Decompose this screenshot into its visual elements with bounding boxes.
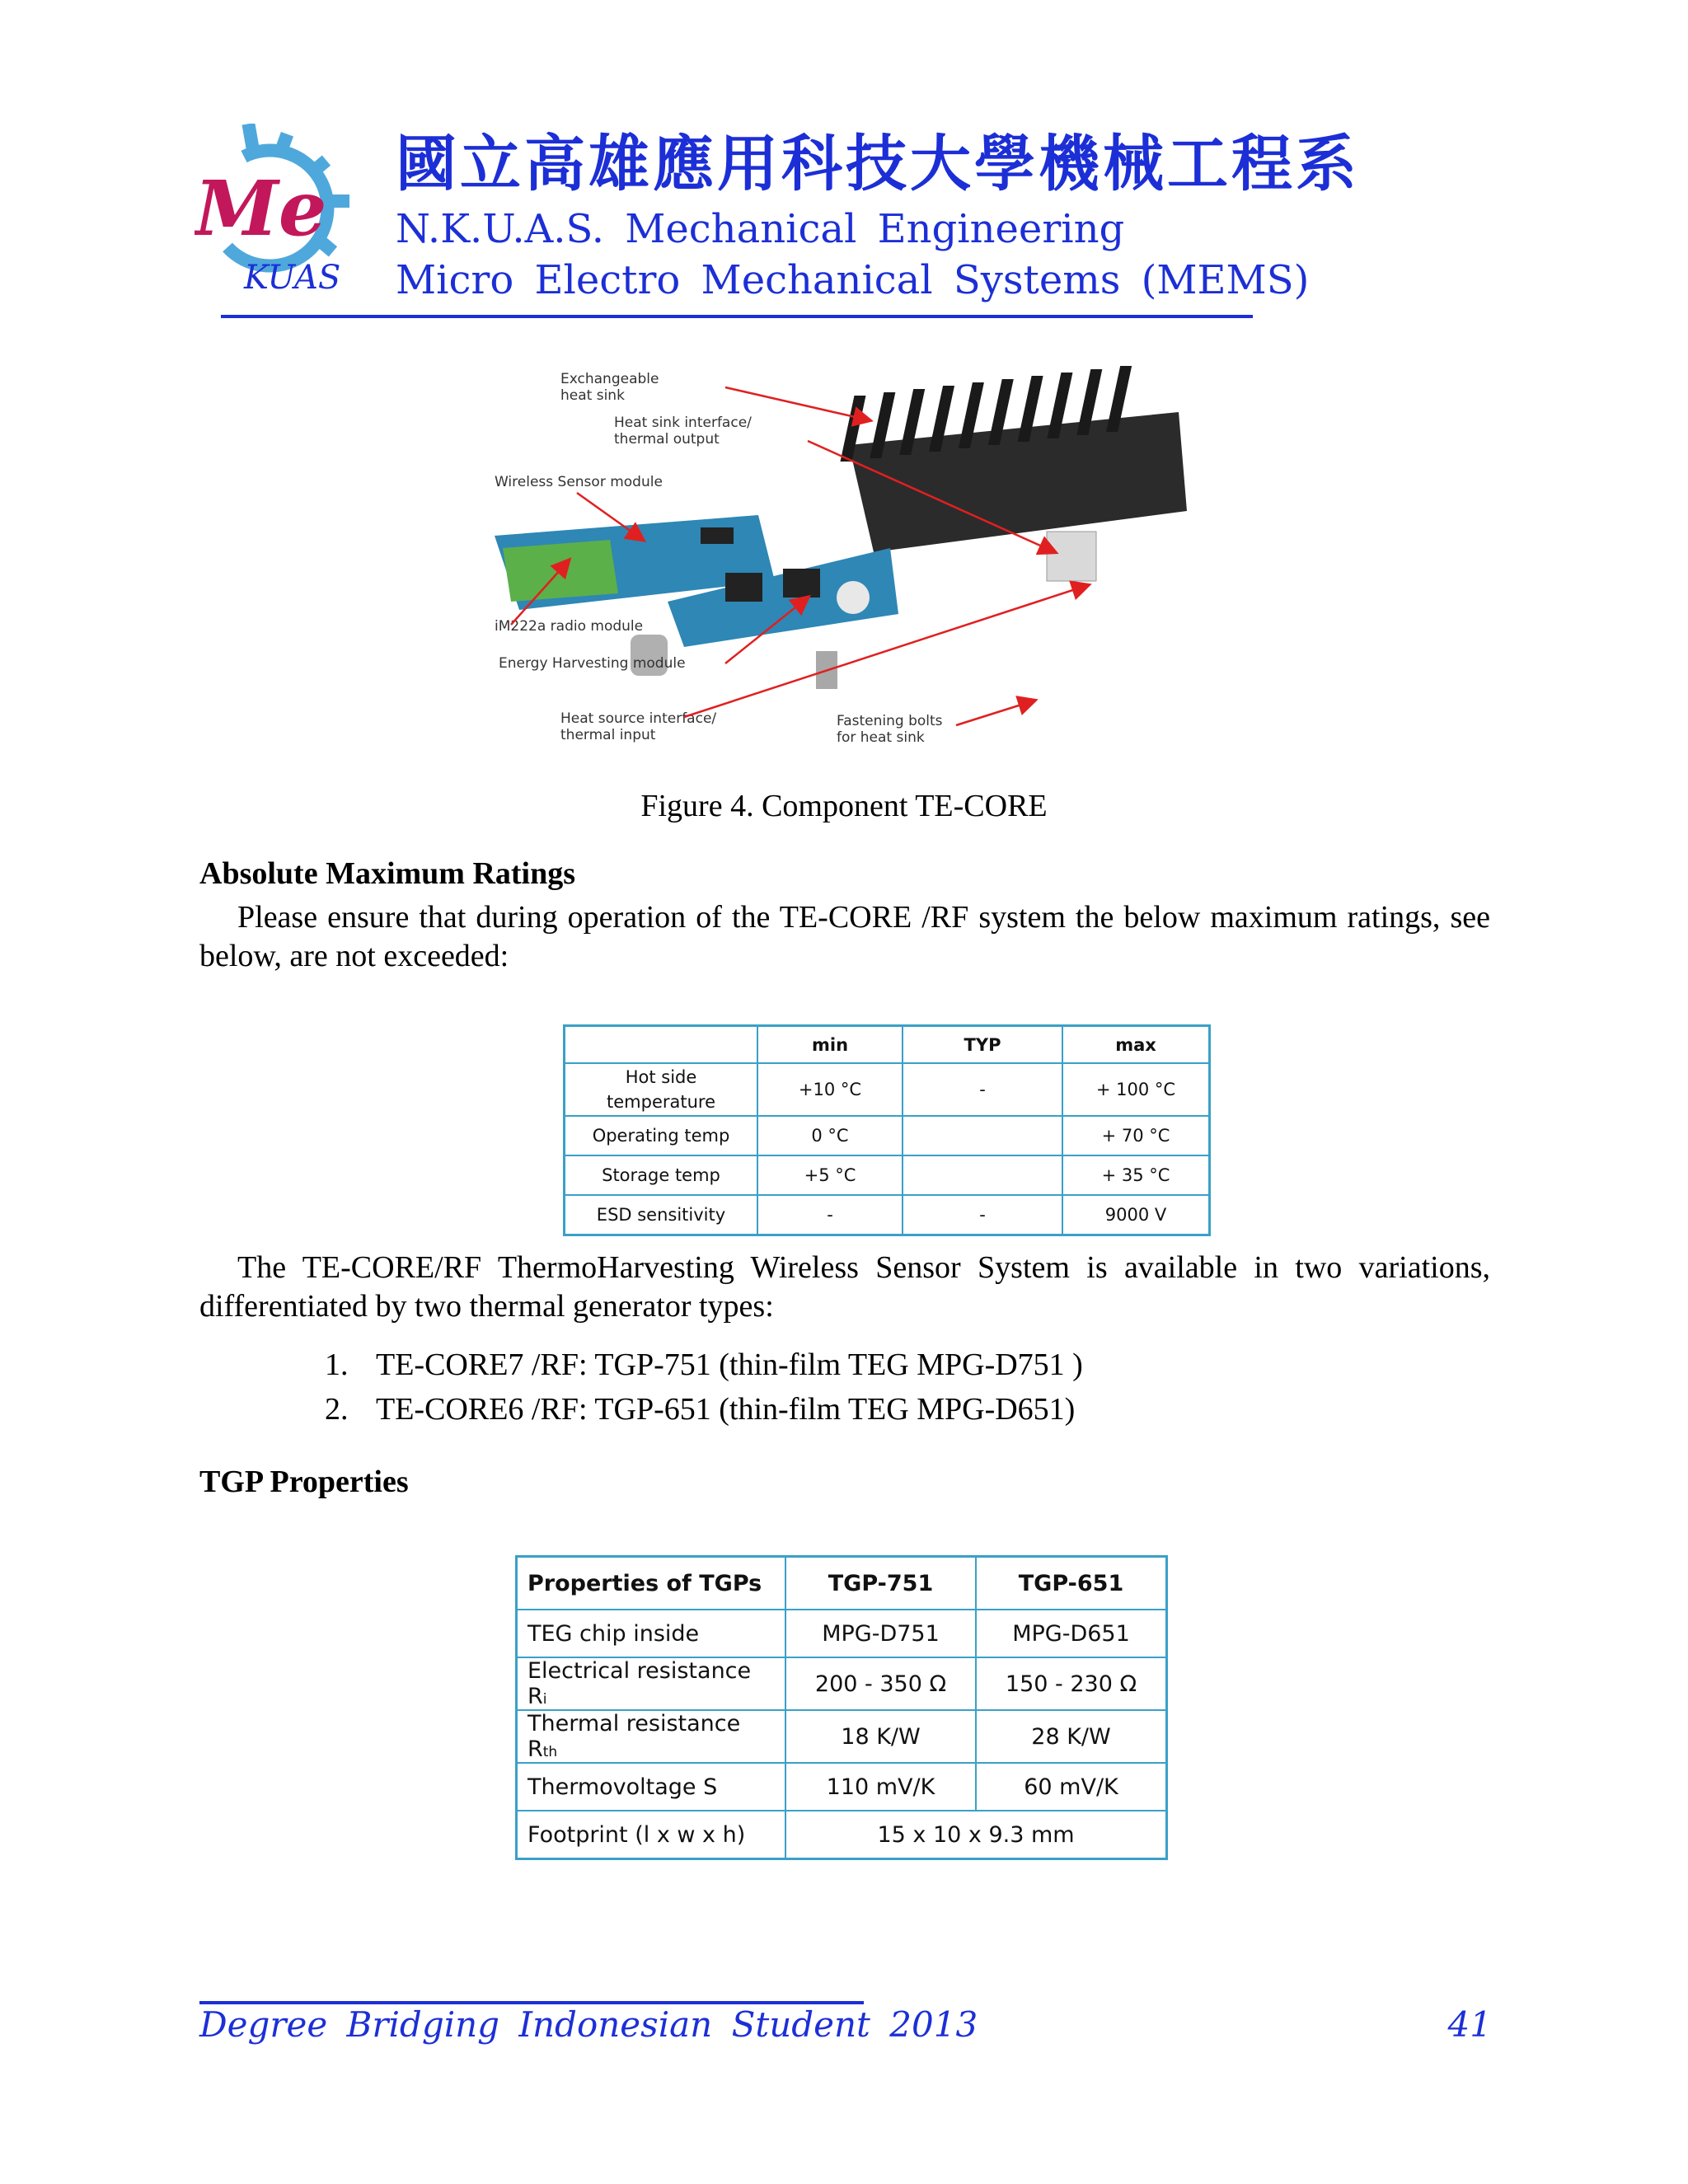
- label-radio: iM222a radio module: [495, 618, 644, 635]
- department-logo: [195, 124, 359, 305]
- tgp-properties-table: [515, 1555, 1168, 1860]
- list-number: 1.: [325, 1347, 349, 1382]
- ratings-cell-typ: [903, 1116, 1062, 1155]
- header-subtitle-1: N.K.U.A.S. Mechanical Engineering: [396, 206, 1125, 252]
- tgp-row-label: [517, 1610, 786, 1657]
- label-wireless: Wireless Sensor module: [495, 474, 663, 490]
- te-core-figure: [486, 363, 1212, 758]
- list-item: [325, 1391, 1075, 1427]
- ratings-header-min: min: [757, 1026, 903, 1064]
- paragraph-variations-text: The TE-CORE/RF ThermoHarvesting Wireless Sensor System is available in two variations, differentiated by two thermal generator types:: [199, 1250, 1490, 1324]
- ratings-cell-typ: [903, 1155, 1062, 1195]
- table-row: [517, 1610, 1167, 1657]
- ratings-cell-min: 0 °C: [757, 1116, 903, 1155]
- ratings-header-row: [565, 1026, 1210, 1064]
- tgp-cell-651: 28 K/W: [976, 1710, 1167, 1763]
- list-text: TE-CORE6 /RF: TGP-651 (thin-film TEG MPG-D651): [376, 1392, 1076, 1427]
- table-row: [565, 1195, 1210, 1235]
- header-title-chinese: 國立高雄應用科技大學機械工程系: [396, 129, 1360, 199]
- tgp-label-text: Thermovoltage S: [528, 1774, 718, 1800]
- logo-subtext: KUAS: [244, 259, 341, 297]
- ratings-row-label: Operating temp: [565, 1116, 758, 1155]
- ratings-row-label: Storage temp: [565, 1155, 758, 1195]
- ratings-header-blank: [565, 1026, 758, 1064]
- ratings-row-label: ESD sensitivity: [565, 1195, 758, 1235]
- tgp-cell-751: 200 - 350 Ω: [785, 1657, 976, 1710]
- ratings-cell-max: + 100 °C: [1062, 1063, 1210, 1116]
- label-bolts-1: Fastening bolts: [837, 713, 943, 729]
- ratings-cell-typ: -: [903, 1195, 1062, 1235]
- tgp-cell-751: MPG-D751: [785, 1610, 976, 1657]
- table-row: [517, 1763, 1167, 1811]
- tgp-cell-651: MPG-D651: [976, 1610, 1167, 1657]
- ratings-cell-max: + 35 °C: [1062, 1155, 1210, 1195]
- ratings-cell-min: +5 °C: [757, 1155, 903, 1195]
- label-interface-out-2: thermal output: [614, 431, 720, 448]
- tgp-row-label: [517, 1763, 786, 1811]
- figure-caption: Figure 4. Component TE-CORE: [640, 789, 1048, 823]
- list-number: 2.: [325, 1392, 349, 1427]
- ratings-cell-max: + 70 °C: [1062, 1116, 1210, 1155]
- tgp-label-text: Electrical resistance R: [528, 1658, 752, 1709]
- tgp-row-label: [517, 1657, 786, 1710]
- page-number: 41: [1447, 2004, 1492, 2045]
- paragraph-ratings-intro: [199, 898, 1490, 976]
- tgp-header-properties: Properties of TGPs: [517, 1557, 786, 1610]
- ratings-cell-max: 9000 V: [1062, 1195, 1210, 1235]
- heading-absolute-maximum-ratings: Absolute Maximum Ratings: [199, 856, 576, 891]
- table-row: [565, 1063, 1210, 1116]
- tgp-label-subscript: i: [542, 1691, 547, 1708]
- table-row: [517, 1710, 1167, 1763]
- header-subtitle-2: Micro Electro Mechanical Systems (MEMS): [396, 257, 1310, 303]
- logo-mark: Me: [195, 164, 327, 253]
- ratings-cell-typ: -: [903, 1063, 1062, 1116]
- ratings-cell-min: +10 °C: [757, 1063, 903, 1116]
- tgp-cell-651: 150 - 230 Ω: [976, 1657, 1167, 1710]
- label-interface-in-2: thermal input: [560, 727, 656, 743]
- tgp-cell-751: 110 mV/K: [785, 1763, 976, 1811]
- label-bolts-2: for heat sink: [837, 729, 925, 746]
- tgp-label-subscript: th: [542, 1744, 558, 1760]
- ratings-header-max: max: [1062, 1026, 1210, 1064]
- tgp-row-label: [517, 1811, 786, 1859]
- ratings-row-label: Hot side temperature: [565, 1063, 758, 1116]
- heat-sink-image: [840, 366, 1187, 581]
- tgp-label-text: Footprint (l x w x h): [528, 1821, 746, 1848]
- label-energy: Energy Harvesting module: [499, 655, 686, 672]
- tgp-cell-651: 60 mV/K: [976, 1763, 1167, 1811]
- tgp-header-751: TGP-751: [785, 1557, 976, 1610]
- paragraph-variations: [199, 1249, 1490, 1326]
- ratings-table: [563, 1024, 1211, 1236]
- table-row: [517, 1811, 1167, 1859]
- label-interface-in-1: Heat source interface/: [560, 710, 717, 727]
- heading-tgp-properties: TGP Properties: [199, 1465, 409, 1499]
- table-row: [565, 1155, 1210, 1195]
- paragraph-ratings-text: Please ensure that during operation of the TE-CORE /RF system the below maximum ratings, see below, are not exceeded:: [199, 900, 1490, 973]
- tgp-header-row: [517, 1557, 1167, 1610]
- tgp-label-text: Thermal resistance R: [528, 1711, 741, 1762]
- ratings-header-typ: TYP: [903, 1026, 1062, 1064]
- tgp-header-651: TGP-651: [976, 1557, 1167, 1610]
- label-heat-sink-2: heat sink: [560, 387, 625, 404]
- table-row: [565, 1116, 1210, 1155]
- tgp-label-text: TEG chip inside: [528, 1620, 700, 1647]
- tgp-cell-footprint: 15 x 10 x 9.3 mm: [785, 1811, 1167, 1859]
- ratings-cell-min: -: [757, 1195, 903, 1235]
- label-heat-sink-1: Exchangeable: [560, 371, 659, 387]
- tgp-row-label: [517, 1710, 786, 1763]
- tgp-cell-751: 18 K/W: [785, 1710, 976, 1763]
- label-interface-out-1: Heat sink interface/: [614, 415, 752, 431]
- list-text: TE-CORE7 /RF: TGP-751 (thin-film TEG MPG-D751 ): [376, 1347, 1083, 1382]
- footer-title: Degree Bridging Indonesian Student 2013: [199, 2004, 978, 2045]
- table-row: [517, 1657, 1167, 1710]
- header-divider: [221, 315, 1253, 318]
- list-item: [325, 1347, 1083, 1383]
